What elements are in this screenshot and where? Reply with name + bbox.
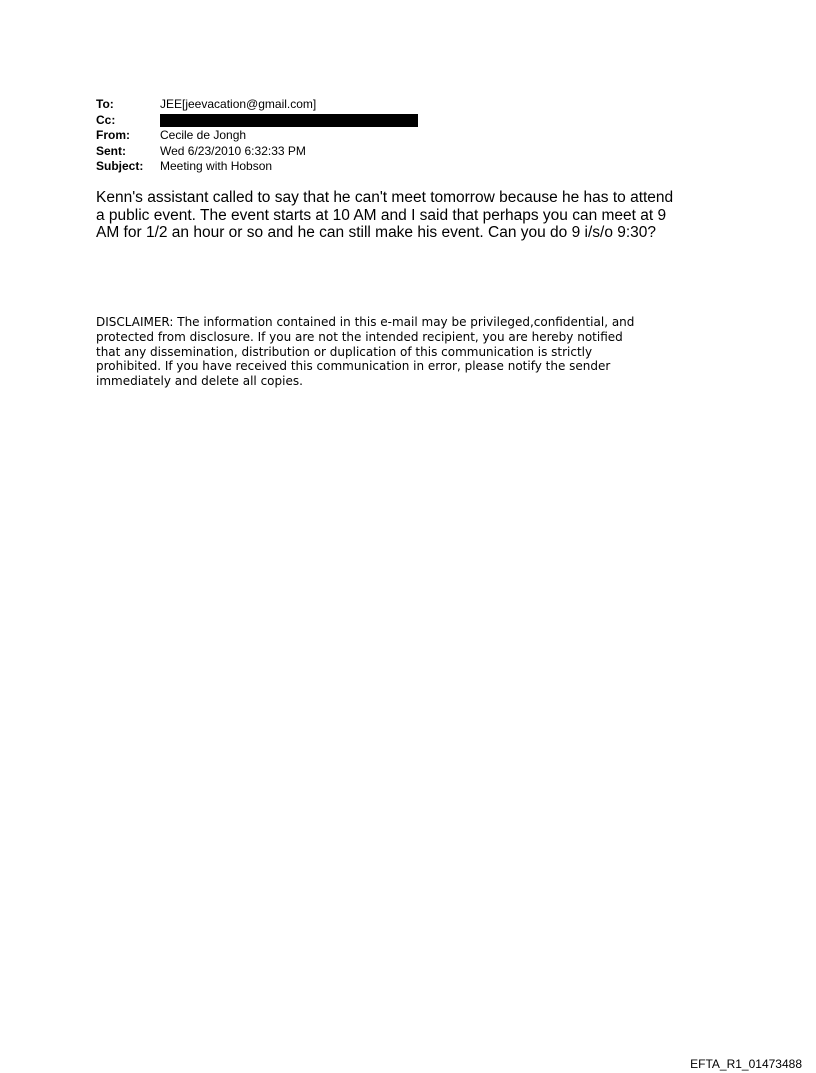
sent-row	[96, 144, 456, 160]
to-row	[96, 97, 456, 113]
cc-redaction-block	[160, 114, 418, 127]
email-body: Kenn's assistant called to say that he can't meet tomorrow because he has to attend a public event. The event starts at 10 AM and I said that perhaps you can meet at 9 AM for 1/2 an hour or so and he can still make his event. Can you do 9 i/s/o 9:30?	[96, 189, 674, 241]
cc-label: Cc:	[96, 112, 116, 127]
subject-row	[96, 159, 456, 175]
cc-row	[96, 113, 456, 129]
to-value: JEE[jeevacation@gmail.com]	[160, 97, 317, 111]
from-label: From:	[96, 128, 130, 142]
email-headers	[96, 97, 456, 175]
subject-value: Meeting with Hobson	[160, 159, 273, 173]
subject-label: Subject:	[96, 159, 144, 173]
document-id: EFTA_R1_01473488	[690, 1057, 802, 1071]
to-label: To:	[96, 97, 114, 111]
disclaimer-text: DISCLAIMER: The information contained in this e-mail may be privileged,confidential, and protected from disclosure. If you are not the intended recipient, you are hereby notified that any dissemination, distribution or duplication of this communication is strictly prohibited. If you have received this communication in error, please notify the sender immediately and delete all copies.	[96, 315, 635, 389]
sent-value: Wed 6/23/2010 6:32:33 PM	[160, 143, 306, 158]
from-value: Cecile de Jongh	[160, 128, 247, 142]
from-row	[96, 128, 456, 144]
sent-label: Sent:	[96, 143, 126, 158]
